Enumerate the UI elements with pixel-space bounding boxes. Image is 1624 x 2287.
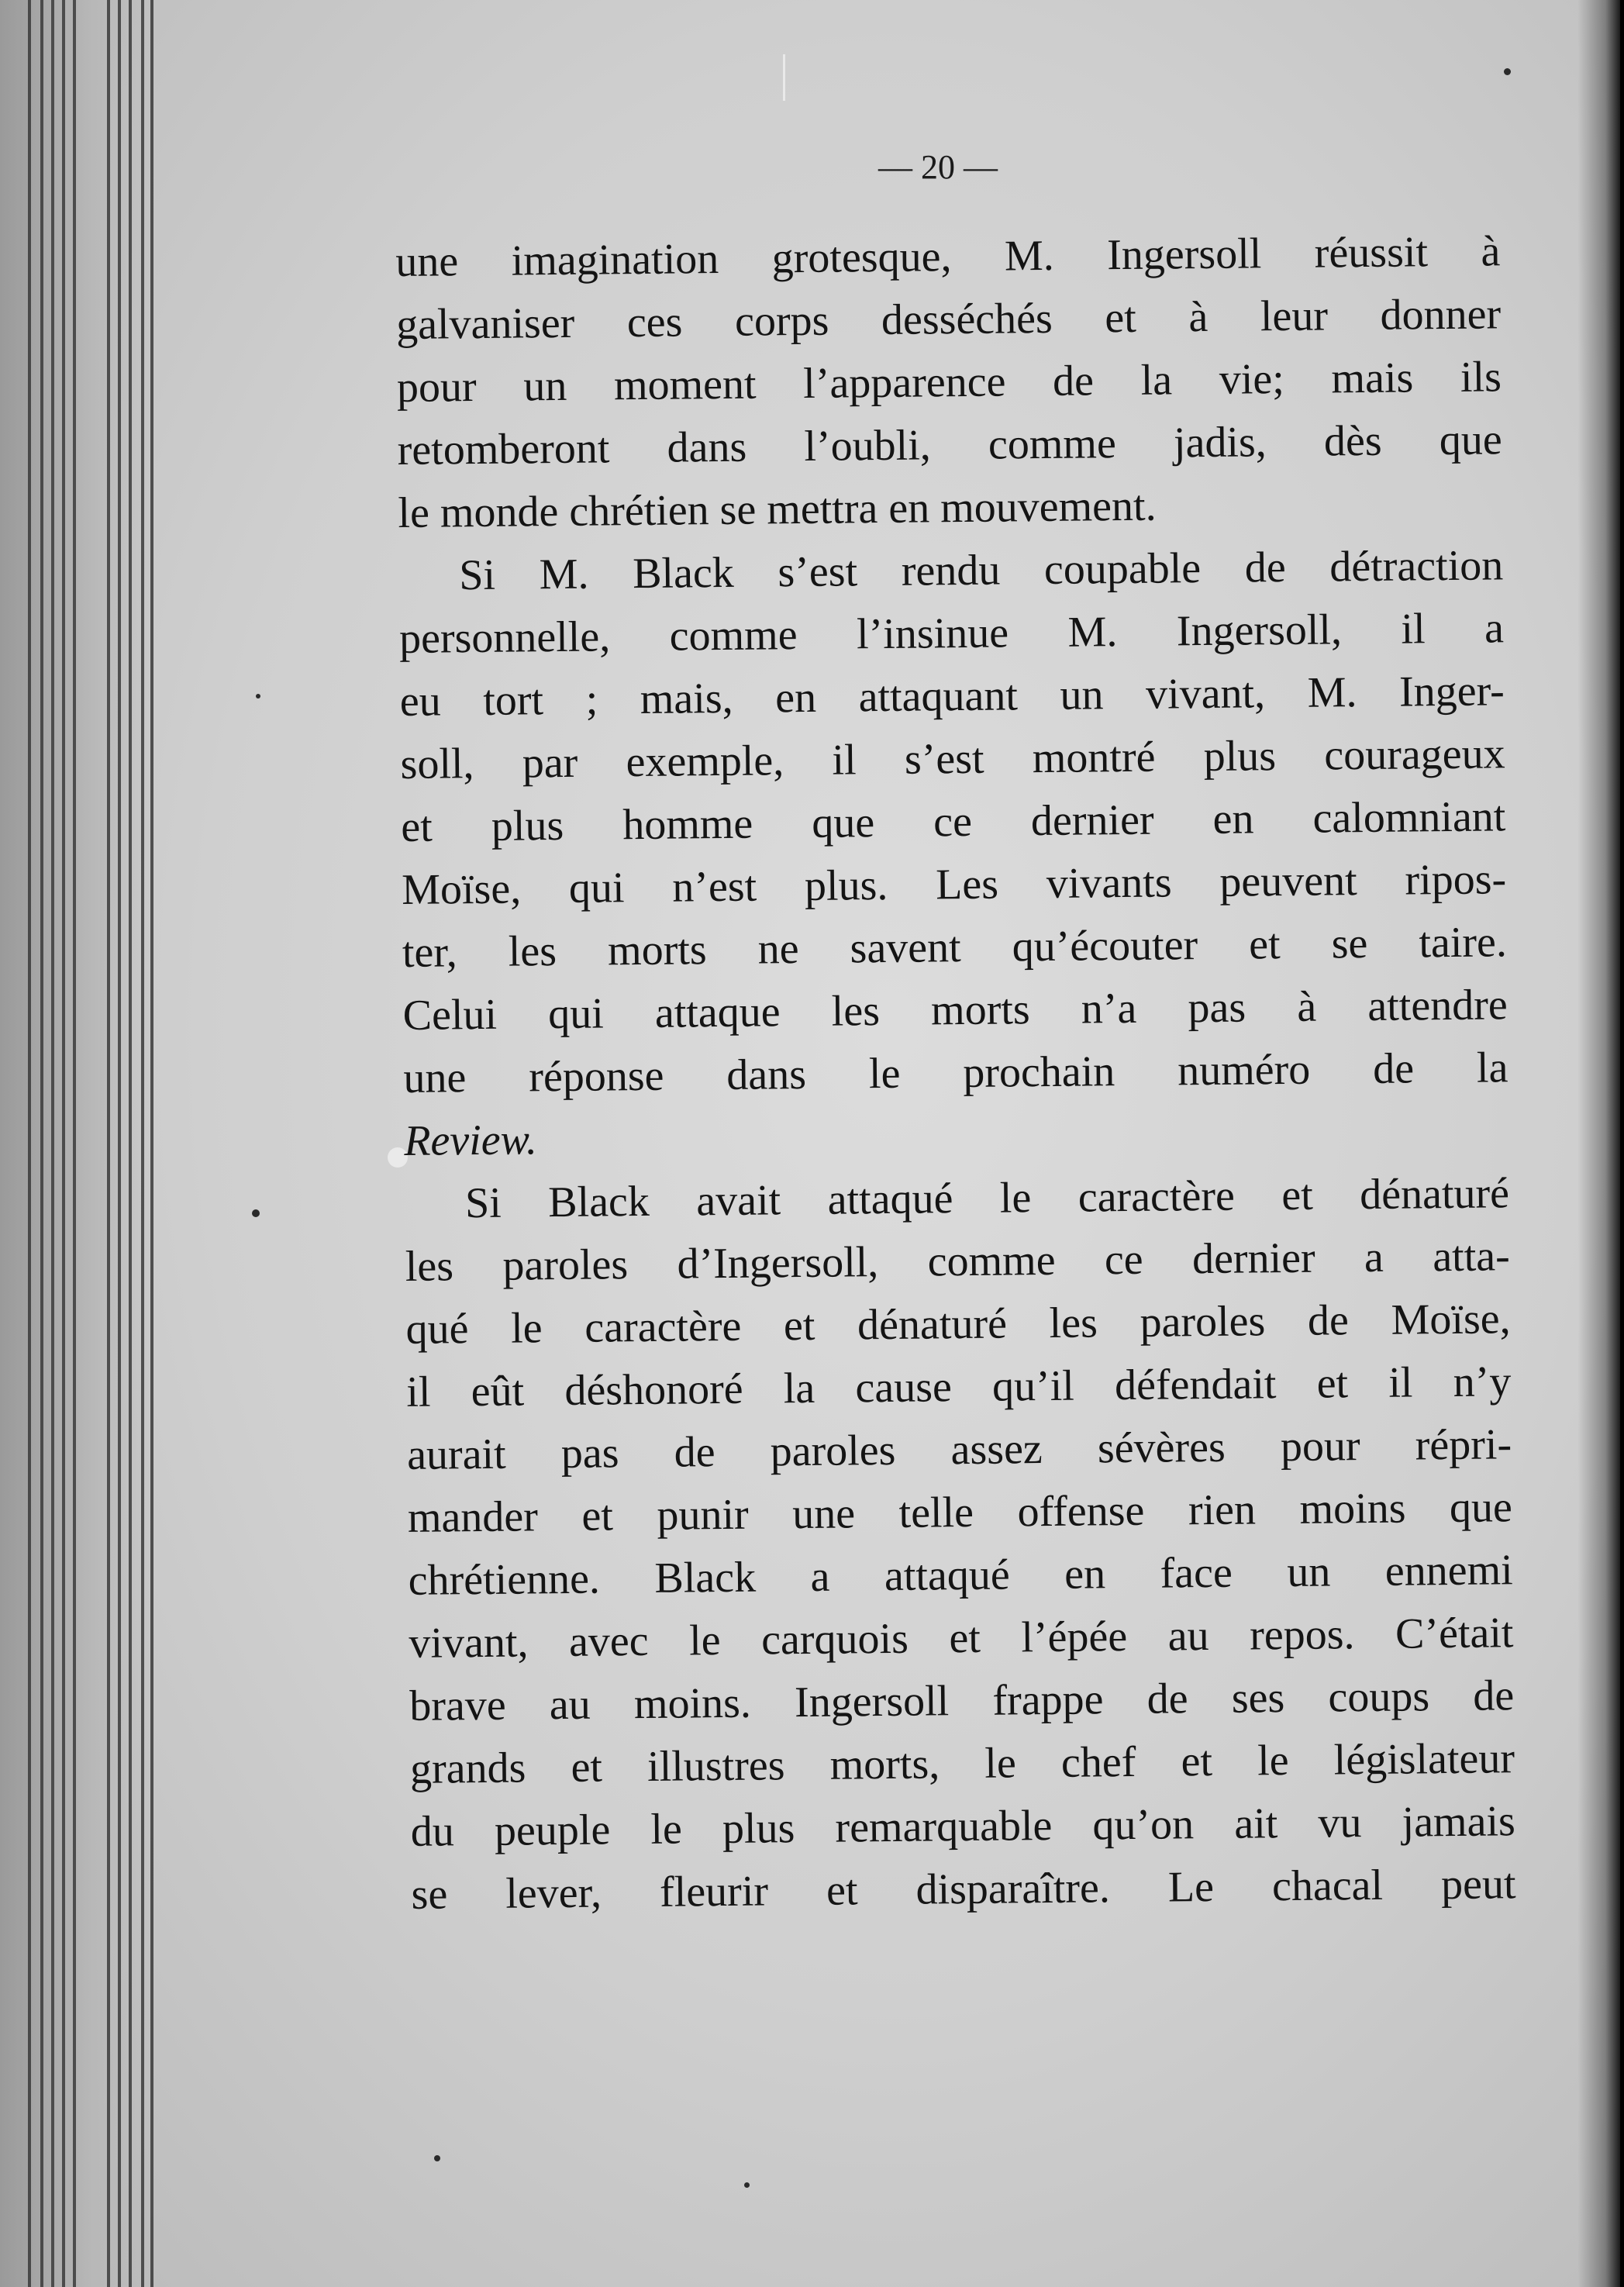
text-line: chrétienne. Black a attaqué en face un ennemi <box>408 1546 1513 1605</box>
text-line: eu tort ; mais, en attaquant un vivant, M. Inger- <box>399 667 1505 726</box>
text-line: qué le caractère et dénaturé les paroles de Moïse, <box>405 1295 1511 1354</box>
binding-edge <box>0 0 155 2287</box>
text-line: galvaniser ces corps desséchés et à leur donner <box>395 290 1502 349</box>
text-line: une imagination grotesque, M. Ingersoll réussit à <box>395 227 1501 286</box>
text-line: une réponse dans le prochain numéro de la <box>403 1043 1508 1102</box>
binding-rule-line <box>28 0 31 2287</box>
binding-rule-line <box>118 0 121 2287</box>
text-line: et plus homme que ce dernier en calomniant <box>401 792 1506 851</box>
text-line: mander et punir une telle offense rien moins que <box>407 1483 1513 1542</box>
text-line: les paroles d’Ingersoll, comme ce dernier a atta- <box>405 1232 1511 1291</box>
text-line: personnelle, comme l’insinue M. Ingersoll, il a <box>398 604 1505 663</box>
text-line: brave au moins. Ingersoll frappe de ses coups de <box>409 1671 1515 1730</box>
text-line: Celui qui attaque les morts n’a pas à attendre <box>402 981 1508 1040</box>
text-line: grands et illustres morts, le chef et le législateur <box>409 1734 1515 1793</box>
review-title-italic: Review. <box>403 1116 538 1165</box>
text-line: du peuple le plus remarquable qu’on ait vu jamais <box>410 1797 1516 1856</box>
text-line: le monde chrétien se mettra en mouvement. <box>398 481 1157 537</box>
binding-rule-line <box>150 0 153 2287</box>
text-line: retomberont dans l’oubli, comme jadis, dès que <box>397 416 1502 474</box>
binding-rule-line <box>40 0 43 2287</box>
binding-rule-line <box>73 0 76 2287</box>
dust-speck <box>256 694 260 699</box>
binding-rule-line <box>129 0 132 2287</box>
page-number: — 20 — <box>878 148 998 186</box>
binding-rule-line <box>107 0 110 2287</box>
paragraph-start-line: Si Black avait attaqué le caractère et dénaturé <box>464 1169 1510 1228</box>
right-shadow-edge <box>1577 0 1624 2287</box>
dust-speck <box>252 1209 260 1217</box>
text-line: ter, les morts ne savent qu’écouter et se taire. <box>402 918 1508 977</box>
dust-speck <box>434 2155 440 2161</box>
text-line: Moïse, qui n’est plus. Les vivants peuvent ripos- <box>401 855 1507 914</box>
text-line <box>404 1099 1509 1173</box>
dust-speck <box>744 2182 750 2188</box>
binding-rule-line <box>62 0 65 2287</box>
dust-speck <box>1504 68 1511 75</box>
paragraph-start-line: Si M. Black s’est rendu coupable de détraction <box>458 541 1504 600</box>
text-line: vivant, avec le carquois et l’épée au repos. C’était <box>409 1609 1514 1668</box>
text-line: soll, par exemple, il s’est montré plus courageux <box>400 730 1505 788</box>
body-text <box>395 220 1516 1927</box>
text-line: aurait pas de paroles assez sévères pour répri- <box>406 1420 1512 1479</box>
text-line: il eût déshonoré la cause qu’il défendait et il n’y <box>406 1357 1512 1416</box>
binding-rule-line <box>51 0 54 2287</box>
binding-rule-line <box>141 0 144 2287</box>
text-line: pour un moment l’apparence de la vie; mais ils <box>396 353 1502 412</box>
scan-scratch <box>783 54 785 101</box>
text-line: se lever, fleurir et disparaître. Le chacal peut <box>411 1860 1516 1919</box>
